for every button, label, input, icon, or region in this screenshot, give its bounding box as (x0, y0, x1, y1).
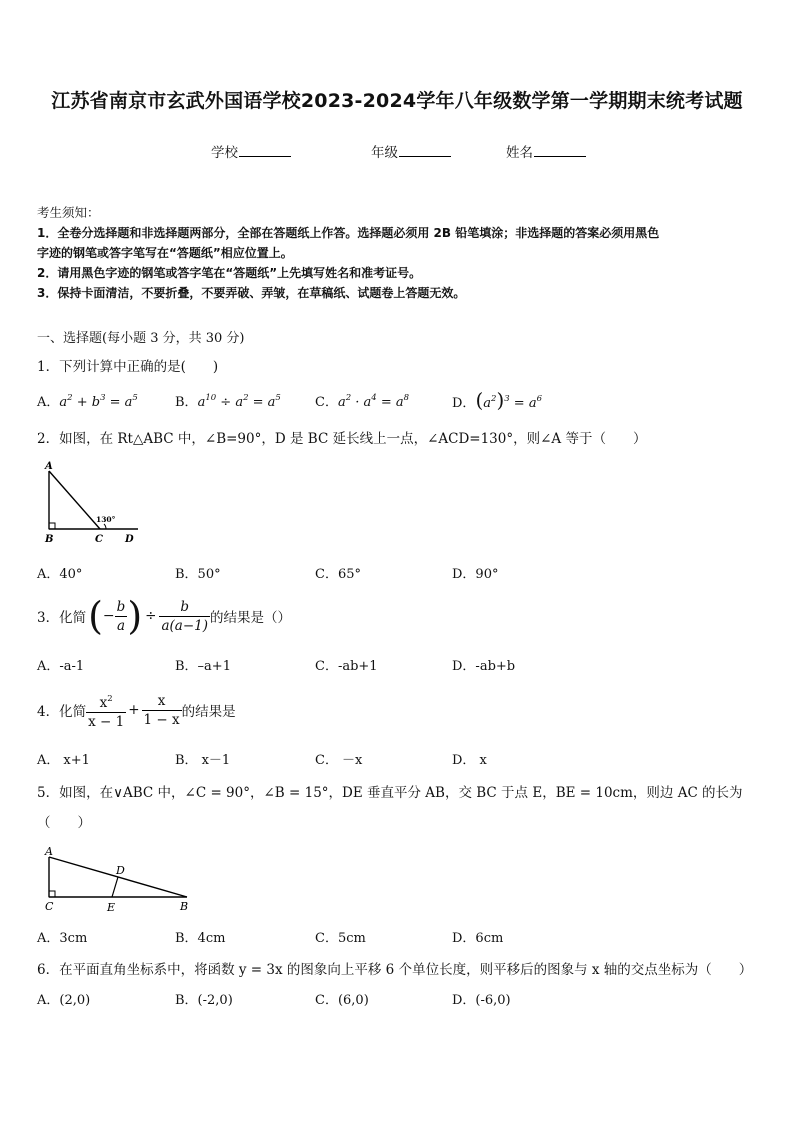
q5-label-b: B (180, 900, 189, 913)
q6-option-a[interactable]: A．(2,0) (37, 993, 91, 1008)
q6-option-c[interactable]: C．(6,0) (315, 993, 369, 1008)
q2-option-b[interactable]: B．50° (175, 567, 221, 582)
page-title: 江苏省南京市玄武外国语学校2023-2024学年八年级数学第一学期期末统考试题 (51, 90, 743, 112)
q5-label-d: D (116, 864, 125, 877)
q4-b-expr: x－1 (201, 753, 231, 768)
q4-option-c[interactable] (315, 749, 362, 768)
q2-option-c[interactable]: C．65° (315, 567, 361, 582)
q5-label-a: A (45, 845, 53, 858)
note-1b: 字迹的钢笔或答字笔写在“答题纸”相应位置上。 (37, 246, 293, 260)
q4-d-expr: x (479, 753, 487, 768)
q1-d-label: D． (452, 396, 476, 411)
q3-stem: 3．化简 ( − $\frac{b}{a}$ ) ÷ $\frac{b}{a(a-1)}$ 的结果是（） (37, 594, 291, 638)
q1-option-a[interactable] (37, 391, 138, 410)
q1-stem: 1．下列计算中正确的是( ) (37, 359, 219, 375)
q4-d-label: D． (452, 753, 476, 768)
school-field (211, 141, 291, 161)
exam-notes (37, 203, 759, 303)
q1-b-formula: $a^{10} \div a^2 = a^5$ (197, 393, 281, 410)
q5-figure (40, 842, 200, 917)
q4-frac-2: $\frac{x}{1 - x}$ (143, 692, 180, 728)
q2-label-d: D (125, 534, 134, 545)
name-blank (534, 143, 586, 157)
q5-option-a[interactable]: A．3cm (37, 931, 88, 946)
q1-option-b[interactable] (175, 391, 281, 410)
q4-b-label: B． (175, 753, 198, 768)
q3-post: 的结果是（） (210, 610, 291, 626)
q5-stem-2: （ ） (37, 815, 91, 831)
q3-frac-2: $\frac{b}{a(a-1)}$ (161, 598, 208, 634)
grade-field (371, 141, 451, 161)
q2-figure (40, 458, 145, 548)
q6-option-b[interactable]: B．(-2,0) (175, 993, 233, 1008)
q4-c-label: C． (315, 753, 338, 768)
q5-option-b[interactable]: B．4cm (175, 931, 226, 946)
q2-stem: 2．如图，在 Rt△ABC 中，∠B=90°，D 是 BC 延长线上一点，∠ACD=130°，则∠A 等于（ ） (37, 431, 647, 447)
q2-label-a: A (45, 461, 53, 472)
q3-option-c[interactable]: C．-ab+1 (315, 659, 378, 674)
grade-blank (399, 143, 451, 157)
q1-b-label: B． (175, 395, 198, 410)
q1-option-c[interactable] (315, 391, 409, 410)
grade-label: 年级 (371, 145, 398, 161)
q4-a-label: A． (37, 753, 60, 768)
q1-c-formula: $a^2 \cdot a^4 = a^8$ (337, 393, 410, 410)
note-2: 2．请用黑色字迹的钢笔或答字笔在“答题纸”上先填写姓名和准考证号。 (37, 266, 422, 280)
q2-option-d[interactable]: D．90° (452, 567, 499, 582)
name-field (506, 141, 586, 161)
q5-option-c[interactable]: C．5cm (315, 931, 366, 946)
q4-stem: 4．化简 $\frac{x^2}{x - 1}$ + $\frac{x}{1 - x}$ 的结果是 (37, 688, 236, 732)
q3-option-b[interactable]: B．–a+1 (175, 659, 231, 674)
q1-a-formula: $a^2 + b^3 = a^5$ (59, 393, 138, 410)
q6-stem: 6．在平面直角坐标系中，将函数 y = 3x 的图象向上平移 6 个单位长度，则平移后的图象与 x 轴的交点坐标为（ ） (37, 962, 753, 978)
q5-label-e: E (107, 901, 116, 914)
q1-option-d[interactable] (452, 388, 542, 412)
q4-option-b[interactable] (175, 749, 230, 768)
q4-pre: 4．化简 (37, 704, 87, 720)
q6-option-d[interactable]: D．(-6,0) (452, 993, 511, 1008)
section-heading: 一、选择题(每小题 3 分，共 30 分) (37, 331, 245, 346)
q1-c-label: C． (315, 395, 338, 410)
q2-label-c: C (95, 534, 103, 545)
q2-angle-label: 130° (96, 515, 116, 524)
note-3: 3．保持卡面清洁，不要折叠，不要弄破、弄皱，在草稿纸、试题卷上答题无效。 (37, 286, 466, 300)
q5-stem: 5．如图，在∨ABC 中，∠C = 90°，∠B = 15°，DE 垂直平分 AB，交 BC 于点 E，BE = 10cm，则边 AC 的长为 (37, 785, 743, 801)
q4-post: 的结果是 (181, 704, 236, 720)
school-blank (239, 143, 291, 157)
school-label: 学校 (211, 145, 238, 161)
q4-option-a[interactable] (37, 749, 90, 768)
q3-option-a[interactable]: A．-a-1 (37, 659, 85, 674)
note-1a: 1．全卷分选择题和非选择题两部分，全部在答题纸上作答。选择题必须用 2B 铅笔填涂；非选择题的答案必须用黑色 (37, 226, 660, 240)
q3-pre: 3．化简 (37, 610, 87, 626)
q1-a-label: A． (37, 395, 60, 410)
q4-c-expr: －x (341, 753, 363, 768)
q3-frac-1: $\frac{b}{a}$ (116, 598, 126, 634)
name-label: 姓名 (506, 145, 533, 161)
q4-frac-1: $\frac{x^2}{x - 1}$ (86, 690, 126, 731)
q4-option-d[interactable] (452, 749, 487, 768)
q3-option-d[interactable]: D．-ab+b (452, 659, 516, 674)
q2-label-b: B (45, 534, 54, 545)
q1-d-formula: $(a^2)^3 = a^6$ (475, 388, 543, 412)
q2-option-a[interactable]: A．40° (37, 567, 83, 582)
q5-label-c: C (45, 900, 54, 913)
notes-heading: 考生须知： (37, 205, 100, 220)
q5-option-d[interactable]: D．6cm (452, 931, 504, 946)
q4-a-expr: x+1 (63, 753, 90, 768)
